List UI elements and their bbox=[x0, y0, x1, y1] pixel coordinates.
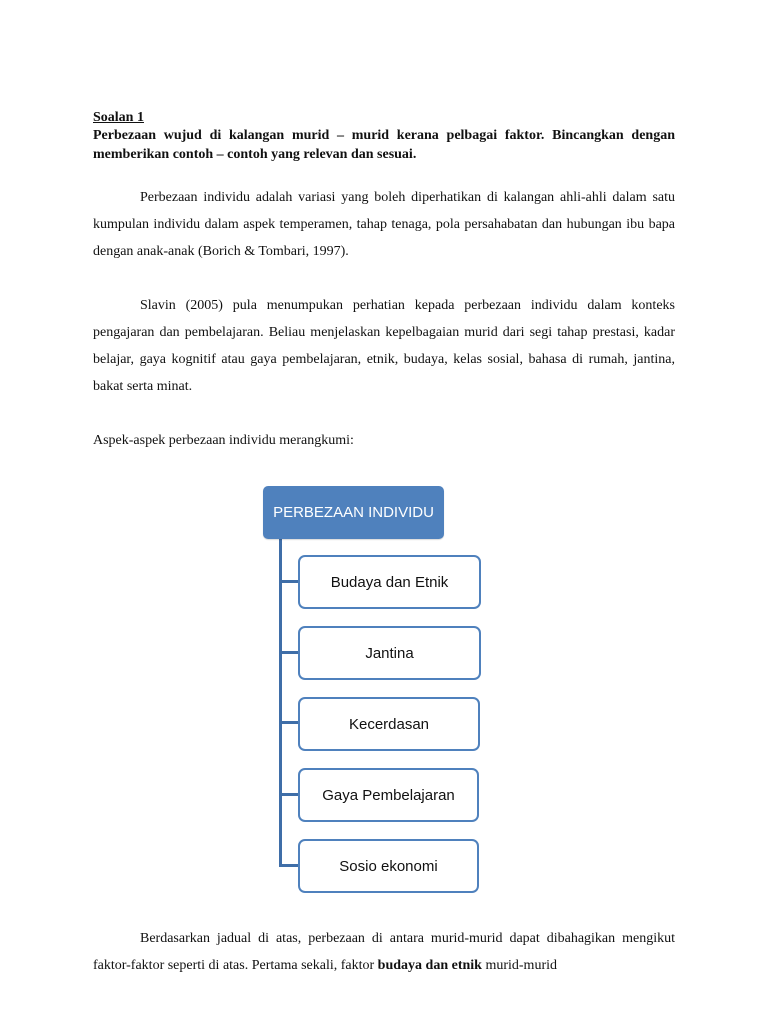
diagram-branch-line bbox=[279, 651, 299, 654]
diagram-node-jantina: Jantina bbox=[298, 626, 481, 680]
question-text: Perbezaan wujud di kalangan murid – murid kerana pelbagai faktor. Bincangkan dengan memberikan contoh – contoh yang relevan dan sesuai. bbox=[93, 128, 675, 162]
diagram-node-kecerdasan: Kecerdasan bbox=[298, 697, 480, 751]
diagram-root-box: PERBEZAAN INDIVIDU bbox=[263, 486, 444, 539]
diagram-node-sosio: Sosio ekonomi bbox=[298, 839, 479, 893]
paragraph-aspects-intro: Aspek-aspek perbezaan individu merangkumi: bbox=[93, 433, 354, 448]
question-label: Soalan 1 bbox=[93, 110, 144, 125]
paragraph-conclusion-bold: budaya dan etnik bbox=[377, 958, 482, 973]
paragraph-conclusion bbox=[93, 925, 675, 979]
paragraph-conclusion-end: murid-murid bbox=[481, 958, 557, 973]
diagram-branch-line bbox=[279, 580, 299, 583]
diagram-node-budaya: Budaya dan Etnik bbox=[298, 555, 481, 609]
paragraph-definition: Perbezaan individu adalah variasi yang boleh diperhatikan di kalangan ahli-ahli dalam satu kumpulan individu dalam aspek temperamen, tahap tenaga, pola persahabatan dan hubungan ibu bapa dengan anak-anak (Borich & Tombari, 1997). bbox=[93, 190, 675, 259]
diagram-branch-line bbox=[279, 721, 299, 724]
diagram-trunk-line bbox=[279, 539, 282, 866]
diagram-branch-line bbox=[279, 793, 299, 796]
paragraph-slavin: Slavin (2005) pula menumpukan perhatian kepada perbezaan individu dalam konteks pengajaran dan pembelajaran. Beliau menjelaskan kepelbagaian murid dari segi tahap prestasi, kadar belajar, gaya kognitif atau gaya pembelajaran, etnik, budaya, kelas sosial, bahasa di rumah, jantina, bakat serta minat. bbox=[93, 298, 675, 394]
diagram-node-gaya: Gaya Pembelajaran bbox=[298, 768, 479, 822]
diagram-branch-line bbox=[279, 864, 299, 867]
paragraph-conclusion-start: Berdasarkan jadual di atas, perbezaan di antara murid-murid dapat dibahagikan mengikut faktor-faktor seperti di atas. Pertama sekali, faktor bbox=[93, 931, 675, 973]
